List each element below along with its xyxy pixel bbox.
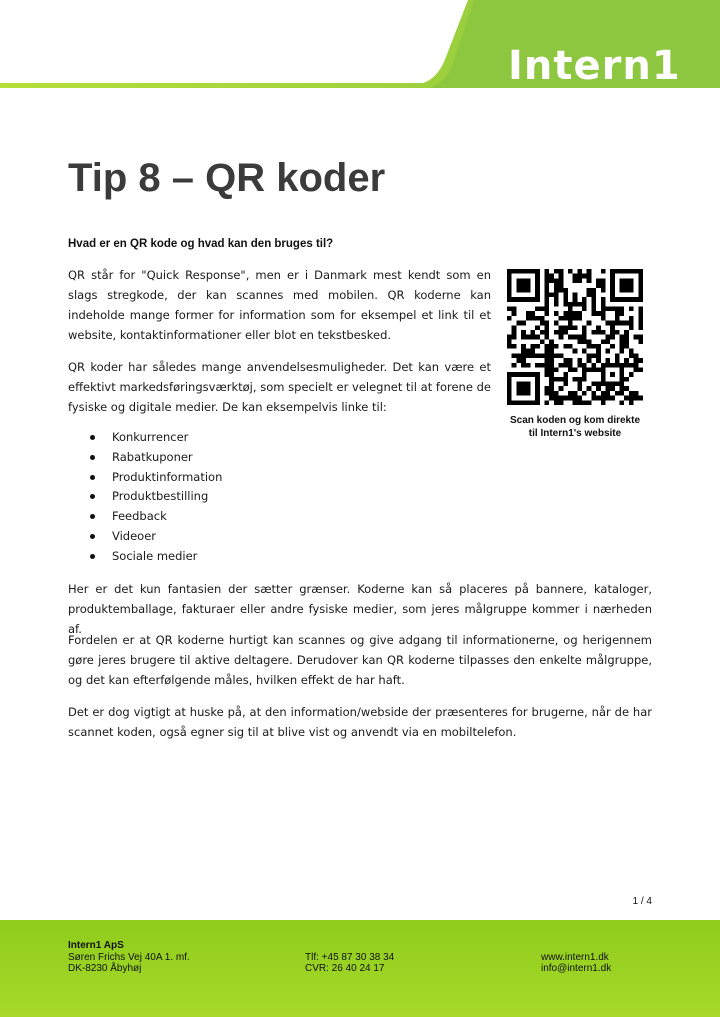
bullet-icon: [90, 534, 95, 539]
page-number: 1 / 4: [632, 896, 652, 907]
footer-email-link[interactable]: info@intern1.dk: [541, 963, 612, 974]
footer-cvr: CVR: 26 40 24 17: [305, 963, 385, 974]
page-header: [0, 0, 720, 100]
bullet-icon: [90, 554, 95, 559]
list-item-label: Produktbestilling: [112, 489, 209, 504]
footer-company: Intern1 ApS: [68, 940, 124, 951]
paragraph-mobile: Det er dog vigtigt at huske på, at den information/webside der præsenteres for brugerne, når de har scannet koden, også egner sig til at blive vist og anvendt via en mobiltelefon.: [68, 705, 652, 739]
footer-street: Søren Frichs Vej 40A 1. mf.: [68, 951, 190, 963]
page-footer: [0, 920, 720, 1017]
list-item-label: Sociale medier: [112, 548, 198, 563]
bullet-icon: [90, 435, 95, 440]
list-item-label: Videoer: [112, 528, 157, 543]
list-item-label: Rabatkuponer: [112, 449, 193, 464]
bullet-icon: [90, 455, 95, 460]
qr-caption-line: til Intern1's website: [528, 428, 622, 439]
qr-caption: [500, 414, 650, 440]
list-item: [68, 487, 368, 507]
footer-address: [68, 940, 190, 975]
list-item: [68, 428, 368, 448]
bullet-icon: [90, 514, 95, 519]
footer-contact: [305, 940, 394, 975]
list-item: [68, 547, 368, 567]
footer-website-link[interactable]: www.intern1.dk: [541, 951, 609, 963]
list-item: [68, 527, 368, 547]
qr-code-icon[interactable]: [507, 269, 643, 405]
list-item: [68, 448, 368, 468]
footer-online: [541, 940, 611, 975]
footer-city: DK-8230 Åbyhøj: [68, 963, 142, 974]
paragraph-advantages: Fordelen er at QR koderne hurtigt kan scannes og give adgang til informationerne, og herigennem gøre jeres brugere til aktive deltagere. Derudover kan QR koderne tilpasses den enkelte målgruppe, og det kan efterfølgende måles, hvilken effekt de har haft.: [68, 633, 652, 687]
list-item: [68, 507, 368, 527]
company-logo: Intern1: [508, 43, 681, 89]
section-question: Hvad er en QR kode og hvad kan den bruges til?: [68, 238, 334, 250]
list-item-label: Feedback: [112, 509, 167, 524]
use-cases-list: [68, 428, 368, 567]
paragraph-placement: Her er det kun fantasien der sætter grænser. Koderne kan så placeres på bannere, kataloger, produktemballage, fakturaer eller andre fysiske medier, som jeres målgruppe kommer i nærheden af.: [68, 582, 652, 636]
paragraph-uses: QR koder har således mange anvendelsesmuligheder. Det kan være et effektivt markedsføringsværktøj, som specielt er velegnet til at forene de fysiske og digitale medier. De kan eksempelvis linke til:: [68, 360, 491, 414]
page-title: Tip 8 – QR koder: [68, 156, 386, 200]
bullet-icon: [90, 494, 95, 499]
bullet-icon: [90, 475, 95, 480]
list-item: [68, 468, 368, 488]
list-item-label: Konkurrencer: [112, 430, 189, 444]
qr-caption-line: Scan koden og kom direkte: [509, 415, 641, 426]
paragraph-intro: QR står for "Quick Response", men er i Danmark mest kendt som en slags stregkode, der kan scannes med mobilen. QR koderne kan indeholde mange former for information som for eksempel et link til et website, kontaktinformationer eller blot en tekstbesked.: [68, 268, 491, 342]
footer-phone: Tlf: +45 87 30 38 34: [305, 951, 395, 963]
list-item-label: Produktinformation: [112, 469, 223, 484]
